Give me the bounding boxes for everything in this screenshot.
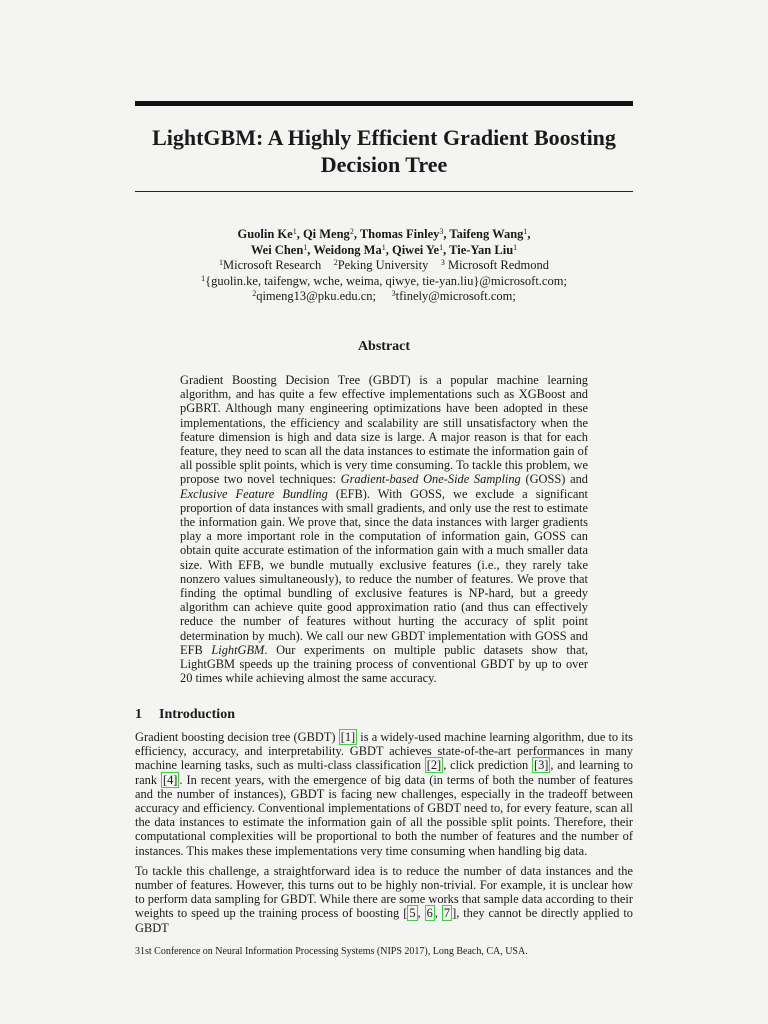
author-affil-sup: 1 [513,242,518,252]
email-address[interactable]: tfinely@microsoft.com; [395,289,516,303]
section-heading-introduction [135,707,633,723]
intro-paragraph-1 [135,730,633,858]
paragraph-text: is a widely-used machine learning algorithm, due to its efficiency, accuracy, and interpretability. GBDT achieves state-of-the-art performances in many machine learning tasks, such as multi-class classification [135,730,633,773]
paragraph-text: To tackle this challenge, a straightforward idea is to reduce the number of data instances and the number of features. However, this turns out to be highly non-trivial. For example, it is unclear how to perform data sampling for GBDT. While there are some works that sample data according to their weights to speed up the training process of boosting [ [135,863,633,921]
author-line-2: Wei Chen$^1$, Weidong Ma$^1$, Qiwei Ye$^1$, Tie-Yan Liu$^1$ [250,242,518,257]
paragraph-text: , [417,906,425,921]
paragraph-text: , click prediction [443,758,532,773]
author-block [135,227,633,305]
affiliation: Microsoft Redmond [447,258,550,272]
paragraph-text: . In recent years, with the emergence of big data (in terms of both the number of features and the number of instances), GBDT is facing new challenges, especially in the tradeoff between accuracy and efficiency. Conventional implementations of GBDT need to, for every feature, scan all the data instances to estimate the information gain of all the possible split points. Therefore, their computational complexities will be proportional to both the number of features and the number of instances. This makes these implementations very time consuming when handling big data. [135,772,633,858]
affil-sup: 2 [252,289,257,298]
affiliation: Microsoft Research [222,258,322,272]
paragraph-text: , and learning to rank [135,758,634,787]
paragraph-text: ], they cannot be directly applied to GBDT [135,906,634,935]
section-title: Introduction [159,707,235,722]
author-name: Guolin Ke [237,227,293,241]
author-affil-sup: 1 [303,242,308,252]
author-name: Qi Meng [302,227,350,241]
affil-sup: 3 [391,289,396,298]
affiliation: Peking University [337,258,429,272]
intro-paragraph-2 [135,864,633,935]
author-affil-sup: 1 [523,227,528,236]
author-name: Qiwei Ye [391,242,440,257]
abstract-text: (EFB). With GOSS, we exclude a significant proportion of data instances with small gradients, and only use the rest to estimate the information gain. We prove that, since the data instances with larger gradients play a more important role in the computation of information gain, GOSS can obtain quite accurate estimation of the information gain with a much smaller data size. With EFB, we bundle mutually exclusive features (i.e., they rarely take nonzero values simultaneously), to reduce the number of features. We prove that finding the optimal bundling of exclusive features is NP-hard, but a greedy algorithm can achieve quite good approximation ratio (and thus can effectively reduce the number of features without hurting the accuracy of split point determination by much). We call our new GBDT implementation with GOSS and EFB [180,486,588,657]
author-name: Wei Chen [250,242,304,257]
efb-term: Exclusive Feature Bundling [180,486,328,501]
affil-sup: 1 [201,273,206,283]
paragraph-text: , [434,906,442,921]
citation-link[interactable]: [2] [426,758,442,773]
author-affil-sup: 2 [349,227,354,236]
paper-title: LightGBM: A Highly Efficient Gradient Boosting Decision Tree [152,125,616,177]
author-affil-sup: 1 [381,242,386,252]
author-affil-sup: 1 [292,227,297,236]
email-address[interactable]: {guolin.ke, taifengw, wche, weima, qiwye, tie-yan.liu}@microsoft.com; [205,273,567,288]
author-name: Tie-Yan Liu [449,242,514,257]
introduction-body [135,730,633,941]
abstract-text: . Our experiments on multiple public datasets show that, LightGBM speeds up the training process of conventional GBDT by up to over 20 times while achieving almost the same accuracy. [180,642,588,686]
abstract-text: Gradient Boosting Decision Tree (GBDT) is a popular machine learning algorithm, and has quite a few effective implementations such as XGBoost and pGBRT. Although many engineering optimizations have been adopted in these implementations, the efficiency and scalability are still unsatisfactory when the feature dimension is high and data size is large. A major reason is that for each feature, they need to scan all the data instances to estimate the information gain of all possible split points, which is very time consuming. To tackle this problem, we propose two novel techniques: [180,373,588,487]
author-line-1: Guolin Ke$^1$, Qi Meng$^2$, Thomas Finley$^3$, Taifeng Wang$^1$, [237,227,531,241]
citation-link[interactable]: [3] [533,758,549,773]
lightgbm-term: LightGBM [211,642,265,657]
citation-link[interactable]: 6 [426,906,433,921]
author-name: Weidong Ma [313,242,382,257]
goss-term: Gradient-based One-Side Sampling [340,472,521,487]
paragraph-text: Gradient boosting decision tree (GBDT) [135,730,339,744]
citation-link[interactable]: [1] [340,730,356,744]
affil-sup: 2 [333,258,338,267]
email-address[interactable]: qimeng13@pku.edu.cn; [256,289,377,303]
citation-link[interactable]: 7 [443,906,451,921]
abstract-text: (GOSS) and [520,472,588,487]
author-name: Thomas Finley [359,227,440,241]
author-name: Taifeng Wang [449,227,524,241]
title-bottom-rule [135,191,633,192]
section-number: 1 [135,707,142,722]
affil-sup: 3 [440,258,445,267]
email-line-2 [135,289,633,305]
conference-footnote: 31st Conference on Neural Information Processing Systems (NIPS 2017), Long Beach, CA, USA. [135,946,528,957]
affil-sup: 1 [218,258,223,267]
title-top-rule [135,101,633,106]
email-line-1 [135,274,633,290]
author-affil-sup: 3 [439,227,444,236]
affiliations-line [135,258,633,274]
abstract-body [180,373,588,685]
abstract-heading: Abstract [357,339,411,354]
citation-link[interactable]: 5 [409,906,416,921]
citation-link[interactable]: [4] [162,772,178,787]
author-affil-sup: 1 [439,242,444,252]
